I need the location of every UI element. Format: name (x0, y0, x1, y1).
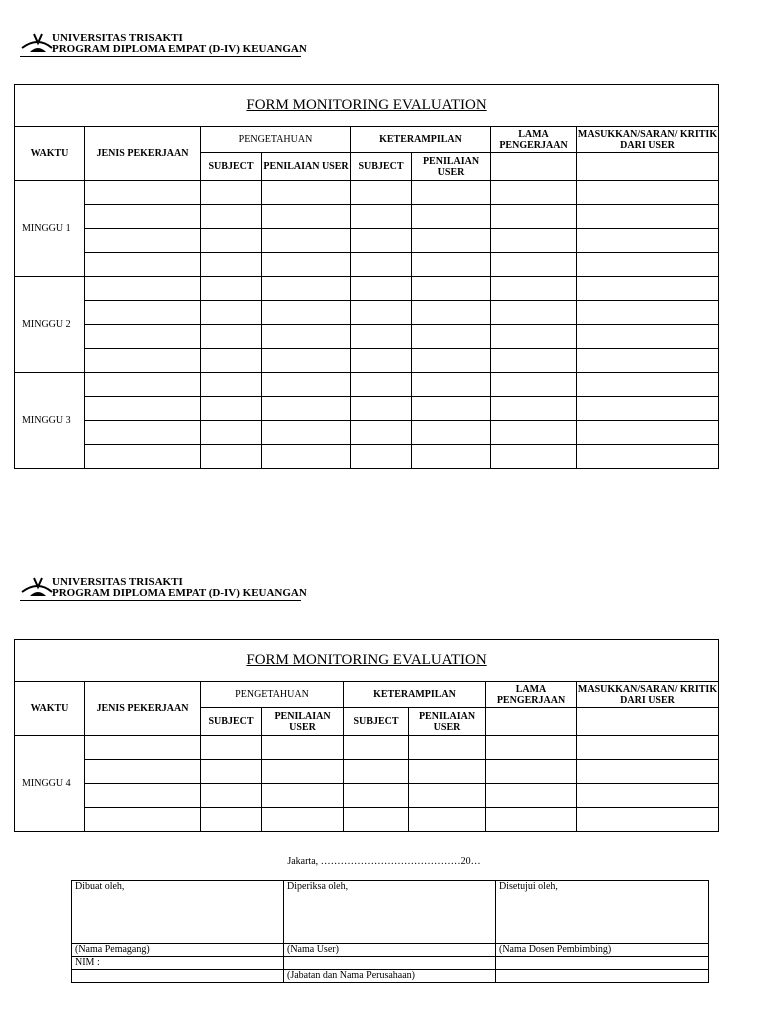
col-keterampilan: KETERAMPILAN (351, 127, 491, 153)
input-cell[interactable] (85, 808, 201, 832)
program-name: PROGRAM DIPLOMA EMPAT (D-IV) KEUANGAN (52, 43, 307, 55)
monitoring-form-table-1 (14, 84, 719, 469)
input-cell[interactable] (491, 277, 577, 301)
input-cell[interactable] (262, 277, 351, 301)
empty-cell (577, 708, 719, 736)
input-cell[interactable] (577, 181, 719, 205)
input-cell[interactable] (577, 445, 719, 469)
week-label: MINGGU 4 (15, 736, 85, 832)
input-cell[interactable] (201, 181, 262, 205)
input-cell[interactable] (491, 325, 577, 349)
input-cell[interactable] (409, 808, 486, 832)
table-row (15, 181, 719, 205)
input-cell[interactable] (351, 301, 412, 325)
empty-cell (486, 708, 577, 736)
col-masukkan: MASUKKAN/SARAN/ KRITIK DARI USER (577, 128, 718, 151)
input-cell[interactable] (491, 205, 577, 229)
input-cell[interactable] (201, 808, 262, 832)
input-cell[interactable] (344, 736, 409, 760)
sub-penilaian-user: PENILAIAN USER (412, 153, 491, 181)
input-cell[interactable] (262, 784, 344, 808)
table-row (15, 349, 719, 373)
sub-subject: SUBJECT (351, 153, 412, 181)
input-cell[interactable] (412, 253, 491, 277)
input-cell[interactable] (412, 445, 491, 469)
input-cell[interactable] (351, 181, 412, 205)
input-cell[interactable] (409, 760, 486, 784)
input-cell[interactable] (201, 760, 262, 784)
input-cell[interactable] (201, 397, 262, 421)
input-cell[interactable] (262, 229, 351, 253)
week-label: MINGGU 2 (15, 277, 85, 373)
table-row (15, 373, 719, 397)
input-cell[interactable] (412, 325, 491, 349)
input-cell[interactable] (577, 373, 719, 397)
col-waktu: WAKTU (15, 682, 85, 736)
input-cell[interactable] (491, 253, 577, 277)
input-cell[interactable] (85, 397, 201, 421)
table-row (15, 325, 719, 349)
header-underline (20, 56, 301, 57)
input-cell[interactable] (351, 229, 412, 253)
table-row (15, 253, 719, 277)
input-cell[interactable] (262, 397, 351, 421)
table-row (15, 205, 719, 229)
input-cell[interactable] (201, 277, 262, 301)
input-cell[interactable] (491, 349, 577, 373)
input-cell[interactable] (577, 397, 719, 421)
monitoring-form-table-2 (14, 639, 719, 832)
input-cell[interactable] (412, 301, 491, 325)
input-cell[interactable] (412, 229, 491, 253)
program-name: PROGRAM DIPLOMA EMPAT (D-IV) KEUANGAN (52, 587, 307, 599)
input-cell[interactable] (486, 736, 577, 760)
input-cell[interactable] (351, 253, 412, 277)
table-row (15, 277, 719, 301)
table-row (15, 760, 719, 784)
table-row (15, 397, 719, 421)
university-name: UNIVERSITAS TRISAKTI (52, 32, 183, 44)
input-cell[interactable] (262, 808, 344, 832)
header-underline (20, 600, 301, 601)
input-cell[interactable] (85, 784, 201, 808)
input-cell[interactable] (85, 736, 201, 760)
input-cell[interactable] (201, 253, 262, 277)
input-cell[interactable] (344, 784, 409, 808)
input-cell[interactable] (577, 253, 719, 277)
university-logo-icon (20, 576, 54, 598)
input-cell[interactable] (577, 760, 719, 784)
input-cell[interactable] (85, 253, 201, 277)
nim-field[interactable]: NIM : (72, 957, 284, 970)
input-cell[interactable] (85, 325, 201, 349)
sub-penilaian-user: PENILAIAN USER (262, 708, 344, 736)
input-cell[interactable] (351, 445, 412, 469)
made-by-label[interactable]: Dibuat oleh, (72, 881, 284, 944)
table-row (15, 445, 719, 469)
input-cell[interactable] (262, 181, 351, 205)
empty-cell (72, 970, 284, 983)
page-header-2 (20, 576, 320, 600)
sub-subject: SUBJECT (344, 708, 409, 736)
form-title: FORM MONITORING EVALUATION (15, 85, 719, 127)
input-cell[interactable] (351, 349, 412, 373)
col-jenis-pekerjaan: JENIS PEKERJAAN (85, 682, 201, 736)
input-cell[interactable] (85, 301, 201, 325)
input-cell[interactable] (577, 229, 719, 253)
input-cell[interactable] (351, 373, 412, 397)
input-cell[interactable] (486, 760, 577, 784)
sub-subject: SUBJECT (201, 708, 262, 736)
checked-by-label[interactable]: Diperiksa oleh, (284, 881, 496, 944)
input-cell[interactable] (577, 808, 719, 832)
input-cell[interactable] (577, 325, 719, 349)
input-cell[interactable] (412, 373, 491, 397)
input-cell[interactable] (201, 373, 262, 397)
col-pengetahuan: PENGETAHUAN (201, 682, 344, 708)
input-cell[interactable] (262, 253, 351, 277)
input-cell[interactable] (85, 205, 201, 229)
table-row (15, 784, 719, 808)
table-row (15, 301, 719, 325)
input-cell[interactable] (85, 760, 201, 784)
input-cell[interactable] (201, 301, 262, 325)
col-pengetahuan: PENGETAHUAN (201, 127, 351, 153)
input-cell[interactable] (262, 445, 351, 469)
input-cell[interactable] (351, 277, 412, 301)
empty-cell (496, 957, 709, 970)
place-date-line: Jakarta, ……………………………………20… (287, 856, 481, 867)
col-lama-pengerjaan: LAMA PENGERJAAN (491, 127, 577, 153)
input-cell[interactable] (491, 181, 577, 205)
input-cell[interactable] (491, 445, 577, 469)
input-cell[interactable] (351, 421, 412, 445)
empty-cell (284, 957, 496, 970)
input-cell[interactable] (201, 421, 262, 445)
input-cell[interactable] (262, 325, 351, 349)
intern-name-field[interactable]: (Nama Pemagang) (72, 944, 284, 957)
input-cell[interactable] (262, 736, 344, 760)
input-cell[interactable] (201, 784, 262, 808)
table-row (15, 229, 719, 253)
input-cell[interactable] (262, 205, 351, 229)
input-cell[interactable] (577, 205, 719, 229)
input-cell[interactable] (201, 736, 262, 760)
input-cell[interactable] (412, 349, 491, 373)
input-cell[interactable] (412, 181, 491, 205)
input-cell[interactable] (262, 373, 351, 397)
input-cell[interactable] (577, 736, 719, 760)
signature-table (71, 880, 709, 983)
input-cell[interactable] (85, 445, 201, 469)
table-row (15, 808, 719, 832)
input-cell[interactable] (491, 229, 577, 253)
input-cell[interactable] (85, 181, 201, 205)
input-cell[interactable] (201, 445, 262, 469)
input-cell[interactable] (201, 229, 262, 253)
col-masukkan: MASUKKAN/SARAN/ KRITIK DARI USER (577, 683, 718, 706)
input-cell[interactable] (85, 421, 201, 445)
university-logo-icon (20, 32, 54, 54)
empty-cell (496, 970, 709, 983)
input-cell[interactable] (201, 205, 262, 229)
input-cell[interactable] (577, 349, 719, 373)
col-lama-pengerjaan: LAMA PENGERJAAN (486, 682, 577, 708)
input-cell[interactable] (491, 301, 577, 325)
position-company-field[interactable]: (Jabatan dan Nama Perusahaan) (284, 970, 496, 983)
empty-cell (577, 153, 719, 181)
col-keterampilan: KETERAMPILAN (344, 682, 486, 708)
week-label: MINGGU 1 (15, 181, 85, 277)
sub-subject: SUBJECT (201, 153, 262, 181)
form-title: FORM MONITORING EVALUATION (15, 640, 719, 682)
empty-cell (491, 153, 577, 181)
input-cell[interactable] (491, 373, 577, 397)
input-cell[interactable] (577, 784, 719, 808)
input-cell[interactable] (486, 784, 577, 808)
input-cell[interactable] (85, 229, 201, 253)
input-cell[interactable] (577, 421, 719, 445)
input-cell[interactable] (262, 301, 351, 325)
university-name: UNIVERSITAS TRISAKTI (52, 576, 183, 588)
week-label: MINGGU 3 (15, 373, 85, 469)
input-cell[interactable] (344, 760, 409, 784)
table-row (15, 736, 719, 760)
input-cell[interactable] (85, 349, 201, 373)
col-waktu: WAKTU (15, 127, 85, 181)
input-cell[interactable] (351, 325, 412, 349)
input-cell[interactable] (351, 397, 412, 421)
input-cell[interactable] (201, 325, 262, 349)
input-cell[interactable] (85, 277, 201, 301)
input-cell[interactable] (491, 397, 577, 421)
col-jenis-pekerjaan: JENIS PEKERJAAN (85, 127, 201, 181)
input-cell[interactable] (491, 421, 577, 445)
page-header-1 (20, 32, 320, 56)
input-cell[interactable] (344, 808, 409, 832)
input-cell[interactable] (409, 736, 486, 760)
input-cell[interactable] (577, 277, 719, 301)
approved-by-label[interactable]: Disetujui oleh, (496, 881, 709, 944)
input-cell[interactable] (412, 277, 491, 301)
input-cell[interactable] (412, 397, 491, 421)
sub-penilaian-user: PENILAIAN USER (409, 708, 486, 736)
input-cell[interactable] (85, 373, 201, 397)
input-cell[interactable] (577, 301, 719, 325)
input-cell[interactable] (201, 349, 262, 373)
lecturer-name-field[interactable]: (Nama Dosen Pembimbing) (496, 944, 709, 957)
input-cell[interactable] (412, 205, 491, 229)
input-cell[interactable] (409, 784, 486, 808)
sub-penilaian-user: PENILAIAN USER (262, 153, 351, 181)
input-cell[interactable] (262, 421, 351, 445)
table-row (15, 421, 719, 445)
input-cell[interactable] (351, 205, 412, 229)
input-cell[interactable] (486, 808, 577, 832)
user-name-field[interactable]: (Nama User) (284, 944, 496, 957)
input-cell[interactable] (412, 421, 491, 445)
input-cell[interactable] (262, 760, 344, 784)
input-cell[interactable] (262, 349, 351, 373)
